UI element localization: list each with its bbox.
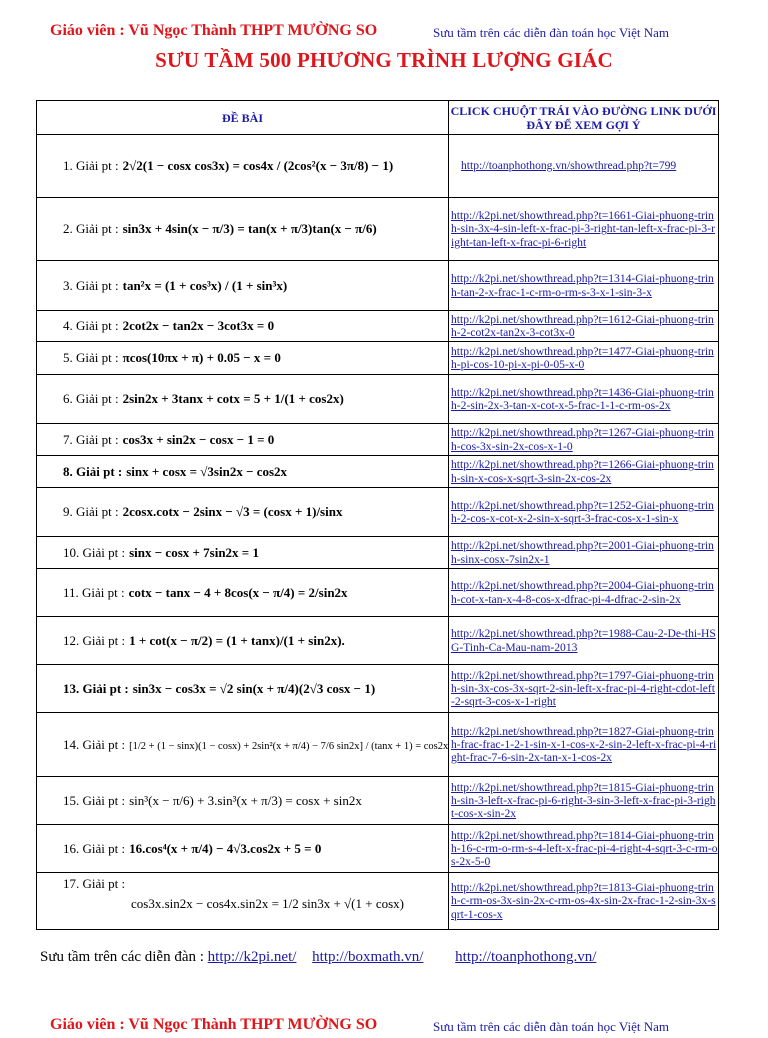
problem-cell xyxy=(37,617,449,665)
problem-equation: 1 + cot(x − π/2) = (1 + tanx)/(1 + sin2x). xyxy=(129,632,345,648)
hint-link[interactable]: http://k2pi.net/showthread.php?t=1661-Giai-phuong-trinh-sin-3x-4-sin-left-x-frac-pi-3-right-tan-left-x-frac-pi-3-right-tan-left-x-frac-pi-6-right xyxy=(449,198,719,261)
problem-number: 10. Giải pt : xyxy=(63,544,126,560)
problem-cell xyxy=(37,488,449,537)
hint-link[interactable]: http://k2pi.net/showthread.php?t=1815-Giai-phuong-trinh-sin-3-left-x-frac-pi-6-right-3-sin-3-left-x-frac-pi-3-right-cos-x-sin-2x xyxy=(449,777,719,825)
table-row xyxy=(37,617,719,665)
hint-link[interactable]: http://k2pi.net/showthread.php?t=1814-Giai-phuong-trinh-16-c-rm-o-rm-s-4-left-x-frac-pi-4-right-4-sqrt-3-c-rm-os-2x-5-0 xyxy=(449,825,719,873)
problem-cell xyxy=(37,569,449,617)
problem-number: 5. Giải pt : xyxy=(63,350,119,365)
problem-number: 16. Giải pt : xyxy=(63,840,126,856)
table-row xyxy=(37,777,719,825)
problem-number: 7. Giải pt : xyxy=(63,431,119,447)
problem-equation: [1/2 + (1 − sinx)(1 − cosx) + 2sin²(x + π/4) − 7/6 sin2x] / (tanx + 1) = cos2x xyxy=(129,740,449,752)
hint-link[interactable]: http://k2pi.net/showthread.php?t=1267-Giai-phuong-trinh-cos-3x-sin-2x-cos-x-1-0 xyxy=(449,424,719,456)
problem-number: 8. Giải pt : xyxy=(63,463,123,479)
table-row xyxy=(37,488,719,537)
problem-number: 4. Giải pt : xyxy=(63,318,119,333)
problem-cell xyxy=(37,665,449,713)
table-row xyxy=(37,342,719,375)
next-page-header xyxy=(0,1016,768,1038)
teacher-name: Giáo viên : Vũ Ngọc Thành THPT MƯỜNG SO xyxy=(50,1016,378,1033)
problem-equation: sin³(x − π/6) + 3.sin³(x + π/3) = cosx + sin2x xyxy=(129,792,362,808)
hint-link[interactable]: http://k2pi.net/showthread.php?t=1314-Giai-phuong-trinh-tan-2-x-frac-1-c-rm-o-rm-s-3-x-1-sin-3-x xyxy=(449,261,719,311)
problem-number: 17. Giải pt : xyxy=(63,876,126,891)
table-row xyxy=(37,537,719,569)
table-row xyxy=(37,375,719,424)
hint-link[interactable]: http://k2pi.net/showthread.php?t=1797-Giai-phuong-trinh-sin-3x-cos-3x-sqrt-2-sin-left-x-frac-pi-4-right-cdot-left-2-sqrt-3-cos-x-1-right xyxy=(449,665,719,713)
hint-link[interactable]: http://k2pi.net/showthread.php?t=1813-Giai-phuong-trinh-c-rm-os-3x-sin-2x-c-rm-os-4x-sin-2x-frac-1-2-sin-3x-sqrt-1-cos-x xyxy=(449,873,719,930)
problem-cell xyxy=(37,777,449,825)
hint-link[interactable]: http://k2pi.net/showthread.php?t=1612-Giai-phuong-trinh-2-cot2x-tan2x-3-cot3x-0 xyxy=(449,311,719,342)
problem-number: 11. Giải pt : xyxy=(63,584,125,600)
problem-cell xyxy=(37,375,449,424)
table-row xyxy=(37,825,719,873)
problem-number: 2. Giải pt : xyxy=(63,221,119,236)
hint-link[interactable]: http://k2pi.net/showthread.php?t=1988-Cau-2-De-thi-HSG-Tinh-Ca-Mau-nam-2013 xyxy=(449,617,719,665)
table-row xyxy=(37,311,719,342)
footer-label: Sưu tầm trên các diễn đàn : xyxy=(40,949,204,965)
hint-link[interactable]: http://toanphothong.vn/showthread.php?t=799 xyxy=(449,135,719,198)
problem-equation: cos3x.sin2x − cos4x.sin2x = 1/2 sin3x + √(1 + cosx) xyxy=(131,896,404,911)
problem-equation: tan²x = (1 + cos³x) / (1 + sin³x) xyxy=(122,277,288,293)
hint-link[interactable]: http://k2pi.net/showthread.php?t=2001-Giai-phuong-trinh-sinx-cosx-7sin2x-1 xyxy=(449,537,719,569)
problem-equation: 16.cos⁴(x + π/4) − 4√3.cos2x + 5 = 0 xyxy=(129,840,322,856)
document-title: SƯU TẦM 500 PHƯƠNG TRÌNH LƯỢNG GIÁC xyxy=(155,48,613,72)
problem-cell xyxy=(37,537,449,569)
problem-cell xyxy=(37,873,449,930)
problem-equation: 2sin2x + 3tanx + cotx = 5 + 1/(1 + cos2x) xyxy=(122,391,344,406)
problem-cell xyxy=(37,198,449,261)
footer-link-toanphothong[interactable]: http://toanphothong.vn/ xyxy=(455,949,597,965)
footer-link-boxmath[interactable]: http://boxmath.vn/ xyxy=(312,949,424,965)
problem-cell xyxy=(37,424,449,456)
hint-link[interactable]: http://k2pi.net/showthread.php?t=1266-Giai-phuong-trinh-sin-x-cos-x-sqrt-3-sin-2x-cos-2x xyxy=(449,456,719,488)
table-row xyxy=(37,261,719,311)
problem-equation: 2cot2x − tan2x − 3cot3x = 0 xyxy=(122,318,275,333)
teacher-name: Giáo viên : Vũ Ngọc Thành THPT MƯỜNG SO xyxy=(50,22,378,39)
source-note: Sưu tầm trên các diễn đàn toán học Việt Nam xyxy=(433,25,669,40)
source-note: Sưu tầm trên các diễn đàn toán học Việt Nam xyxy=(433,1019,669,1034)
problem-number: 13. Giải pt : xyxy=(63,680,129,696)
problem-equation: cos3x + sin2x − cosx − 1 = 0 xyxy=(122,431,275,447)
problem-number: 9. Giải pt : xyxy=(63,504,119,519)
problem-cell xyxy=(37,456,449,488)
problem-cell xyxy=(37,135,449,198)
problem-number: 15. Giải pt : xyxy=(63,792,126,808)
problem-cell xyxy=(37,261,449,311)
page-header xyxy=(0,22,768,44)
hint-link[interactable]: http://k2pi.net/showthread.php?t=2004-Giai-phuong-trinh-cot-x-tan-x-4-8-cos-x-dfrac-pi-4-dfrac-2-sin-2x xyxy=(449,569,719,617)
problem-cell xyxy=(37,342,449,375)
footer-sources xyxy=(40,949,596,966)
footer-link-k2pi[interactable]: http://k2pi.net/ xyxy=(207,949,297,965)
problem-number: 6. Giải pt : xyxy=(63,391,119,406)
problem-equation: 2cosx.cotx − 2sinx − √3 = (cosx + 1)/sinx xyxy=(122,504,343,519)
problem-number: 14. Giải pt : xyxy=(63,736,126,752)
problem-number: 3. Giải pt : xyxy=(63,277,119,293)
problem-equation: πcos(10πx + π) + 0.05 − x = 0 xyxy=(122,350,281,365)
hint-link[interactable]: http://k2pi.net/showthread.php?t=1827-Giai-phuong-trinh-frac-frac-1-2-1-sin-x-1-cos-x-2-sin-2-left-x-frac-pi-4-right-frac-7-6-sin-2x-tan-x-1-cos-2x xyxy=(449,713,719,777)
problem-equation: sin3x + 4sin(x − π/3) = tan(x + π/3)tan(x − π/6) xyxy=(122,221,377,236)
column-header-problem: ĐỀ BÀI xyxy=(37,101,449,135)
problem-number: 12. Giải pt : xyxy=(63,632,126,648)
problem-equation: 2√2(1 − cosx cos3x) = cos4x / (2cos²(x − 3π/8) − 1) xyxy=(122,158,394,173)
problem-equation: sinx − cosx + 7sin2x = 1 xyxy=(129,544,259,560)
problems-table xyxy=(36,100,719,930)
column-header-link: CLICK CHUỘT TRÁI VÀO ĐƯỜNG LINK DƯỚI ĐÂY ĐỂ XEM GỢI Ý xyxy=(449,101,719,135)
table-row xyxy=(37,873,719,930)
table-row xyxy=(37,456,719,488)
table-header-row xyxy=(37,101,719,135)
table-row xyxy=(37,665,719,713)
table-row xyxy=(37,198,719,261)
problem-equation: sinx + cosx = √3sin2x − cos2x xyxy=(126,463,288,479)
problem-cell xyxy=(37,311,449,342)
table-row xyxy=(37,713,719,777)
problem-number: 1. Giải pt : xyxy=(63,158,119,173)
hint-link[interactable]: http://k2pi.net/showthread.php?t=1477-Giai-phuong-trinh-pi-cos-10-pi-x-pi-0-05-x-0 xyxy=(449,342,719,375)
problem-equation: sin3x − cos3x = √2 sin(x + π/4)(2√3 cosx − 1) xyxy=(132,680,376,696)
problem-equation: cotx − tanx − 4 + 8cos(x − π/4) = 2/sin2x xyxy=(128,584,348,600)
problem-cell xyxy=(37,825,449,873)
table-row xyxy=(37,424,719,456)
hint-link[interactable]: http://k2pi.net/showthread.php?t=1252-Giai-phuong-trinh-2-cos-x-cot-x-2-sin-x-sqrt-3-frac-cos-x-1-sin-x xyxy=(449,488,719,537)
hint-link[interactable]: http://k2pi.net/showthread.php?t=1436-Giai-phuong-trinh-2-sin-2x-3-tan-x-cot-x-5-frac-1-1-c-rm-os-2x xyxy=(449,375,719,424)
table-row xyxy=(37,135,719,198)
table-row xyxy=(37,569,719,617)
problem-cell xyxy=(37,713,449,777)
